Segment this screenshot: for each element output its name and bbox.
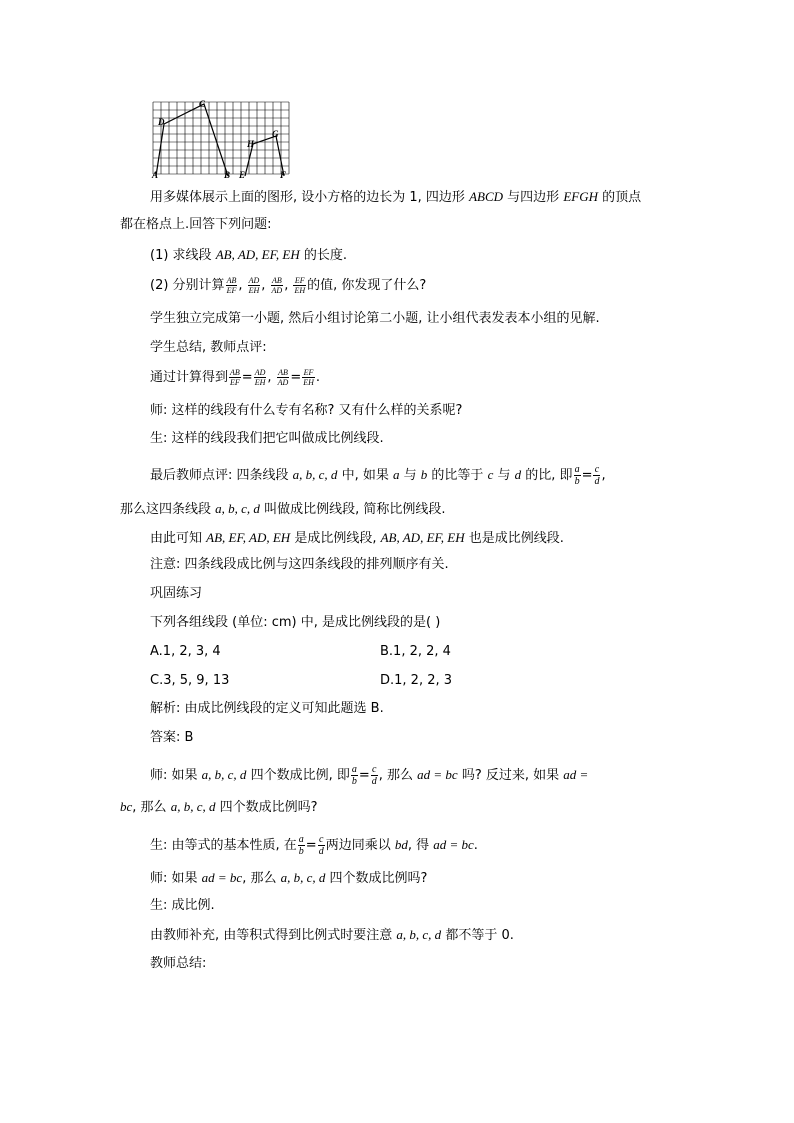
label-H: H: [247, 139, 255, 149]
label-D: D: [158, 117, 165, 127]
label-B: B: [224, 170, 231, 180]
option-d: D.1, 2, 2, 3: [380, 673, 453, 688]
label-C: C: [199, 99, 206, 109]
teacher-summary: 教师总结:: [150, 956, 207, 971]
question-2: (2) 分别计算 $\frac{AB}{EF}$ , $\frac{AD}{EH}$ , $\frac{AB}{AD}$ , $\frac{EF}{EH}$ 的值, 你发现了什么?: [150, 276, 427, 295]
answer: 答案: B: [150, 730, 194, 745]
teacher-question-2: 师: 如果 a, b, c, d 四个数成比例, 即 $\frac{a}{b}$ = $\frac{c}{d}$ , 那么 ad = bc 吗? 反过来, 如果 ad =: [150, 764, 589, 787]
label-A: A: [152, 170, 159, 180]
label-F: F: [280, 170, 287, 180]
analysis: 解析: 由成比例线段的定义可知此题选 B.: [150, 701, 384, 716]
practice-question: 下列各组线段 (单位: cm) 中, 是成比例线段的是( ): [150, 615, 441, 630]
definition: 最后教师点评: 四条线段 a, b, c, d 中, 如果 a 与 b 的比等于 c 与 d 的比, 即 $\frac{a}{b}$ = $\frac{c}{d}$ ,: [150, 464, 606, 487]
student-answer-2: 生: 由等式的基本性质, 在 $\frac{a}{b}$ = $\frac{c}{d}$ 两边同乘以 bd, 得 ad = bc.: [150, 834, 478, 857]
teacher-question-2-cont: bc, 那么 a, b, c, d 四个数成比例吗?: [120, 799, 318, 815]
summary-intro: 学生总结, 教师点评:: [150, 340, 267, 355]
student-task: 学生独立完成第一小题, 然后小组讨论第二小题, 让小组代表发表本小组的见解.: [150, 311, 600, 326]
para1-cont: 都在格点上.回答下列问题:: [120, 217, 272, 232]
option-b: B.1, 2, 2, 4: [380, 644, 451, 659]
definition-cont: 那么这四条线段 a, b, c, d 叫做成比例线段, 简称比例线段.: [120, 501, 446, 517]
question-1: (1) 求线段 AB, AD, EF, EH 的长度.: [150, 247, 347, 263]
option-a: A.1, 2, 3, 4: [150, 644, 221, 659]
grid-figure: [150, 98, 292, 180]
label-E: E: [239, 170, 246, 180]
hence-statement: 由此可知 AB, EF, AD, EH 是成比例线段, AB, AD, EF, EH 也是成比例线段.: [150, 530, 564, 546]
option-c: C.3, 5, 9, 13: [150, 673, 230, 688]
label-G: G: [272, 129, 279, 139]
student-answer-3: 生: 成比例.: [150, 898, 215, 913]
calc-result: 通过计算得到 $\frac{AB}{EF}$ = $\frac{AD}{EH}$ , $\frac{AB}{AD}$ = $\frac{EF}{EH}$ .: [150, 368, 321, 387]
para1: 用多媒体展示上面的图形, 设小方格的边长为 1, 四边形 ABCD 与四边形 EFGH 的顶点: [150, 189, 642, 205]
teacher-question-3: 师: 如果 ad = bc, 那么 a, b, c, d 四个数成比例吗?: [150, 870, 428, 886]
student-answer: 生: 这样的线段我们把它叫做成比例线段.: [150, 431, 384, 446]
practice-heading: 巩固练习: [150, 586, 203, 601]
teacher-question: 师: 这样的线段有什么专有名称? 又有什么样的关系呢?: [150, 403, 463, 418]
note: 注意: 四条线段成比例与这四条线段的排列顺序有关.: [150, 557, 449, 572]
teacher-supplement: 由教师补充, 由等积式得到比例式时要注意 a, b, c, d 都不等于 0.: [150, 927, 514, 943]
